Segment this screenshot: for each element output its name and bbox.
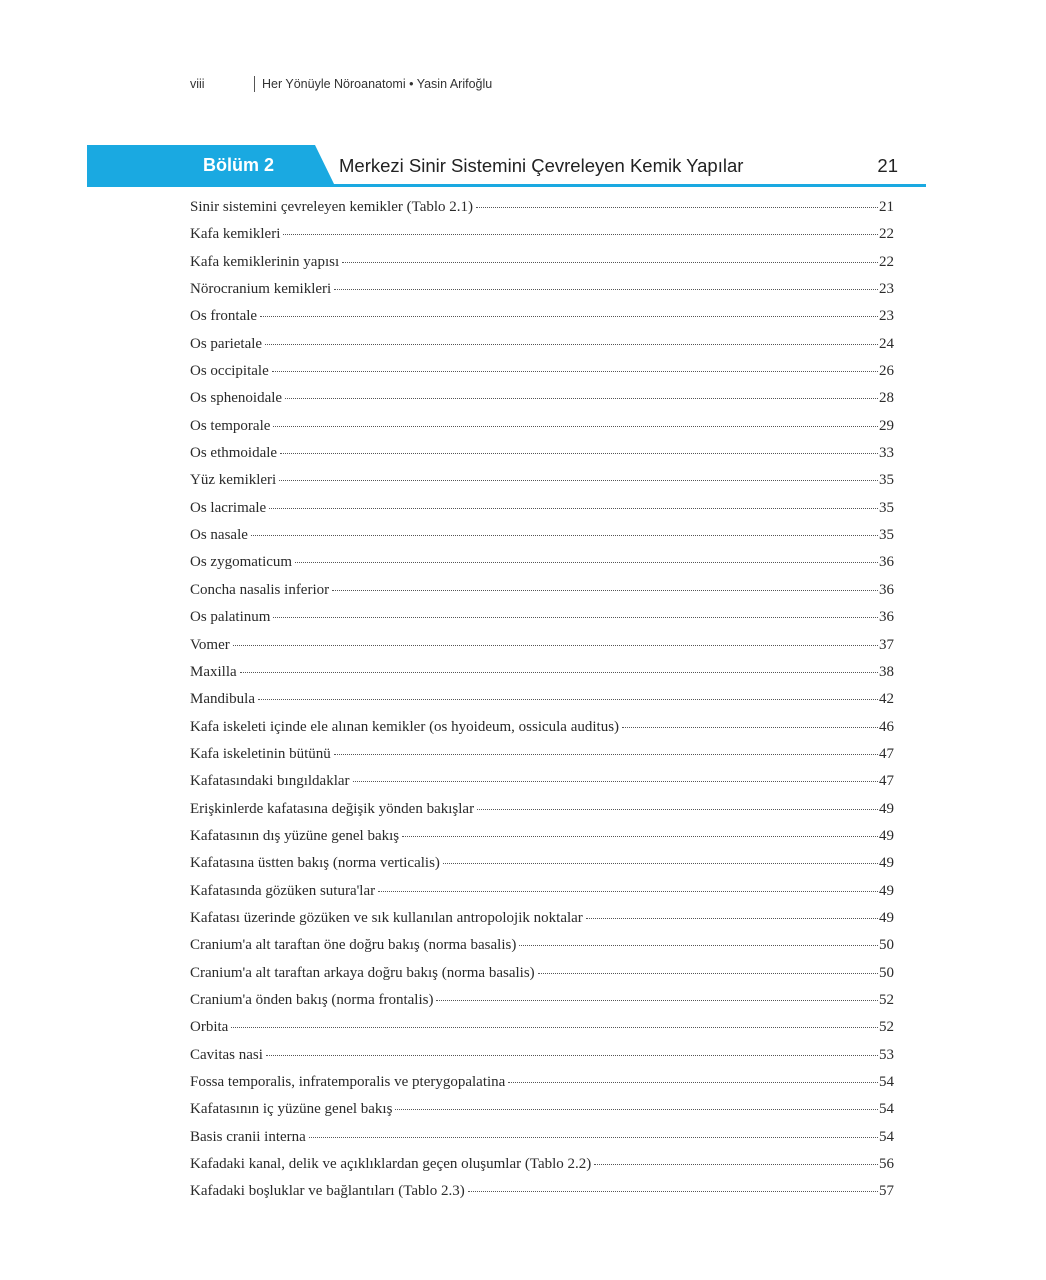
toc-entry-page: 22	[879, 226, 894, 243]
toc-entry-page: 37	[879, 636, 894, 653]
dot-leader	[280, 453, 878, 454]
toc-entry-title: Kafatasının dış yüzüne genel bakış	[190, 827, 400, 844]
toc-entry-title: Orbita	[190, 1019, 229, 1036]
dot-leader	[272, 371, 878, 372]
page-number: viii	[190, 77, 205, 91]
toc-entry[interactable]	[190, 467, 894, 494]
toc-entry-page: 49	[879, 827, 894, 844]
toc-entry[interactable]	[190, 221, 894, 248]
toc-entry[interactable]	[190, 632, 894, 659]
toc-entry-page: 28	[879, 390, 894, 407]
dot-leader	[334, 754, 878, 755]
toc-entry-title: Os lacrimale	[190, 499, 267, 516]
toc-entry[interactable]	[190, 878, 894, 905]
toc-entry-page: 36	[879, 581, 894, 598]
toc-entry-title: Vomer	[190, 636, 230, 653]
toc-entry-title: Cranium'a önden bakış (norma frontalis)	[190, 991, 434, 1008]
toc-entry-page: 38	[879, 663, 894, 680]
toc-entry-title: Mandibula	[190, 691, 255, 708]
dot-leader	[468, 1191, 878, 1192]
dot-leader	[586, 918, 878, 919]
toc-entry-page: 35	[879, 499, 894, 516]
toc-entry[interactable]	[190, 932, 894, 959]
dot-leader	[258, 699, 878, 700]
toc-entry-page: 57	[879, 1183, 894, 1200]
toc-entry[interactable]	[190, 303, 894, 330]
toc-entry[interactable]	[190, 1014, 894, 1041]
chapter-header	[87, 145, 926, 187]
toc-entry-title: Basis cranii interna	[190, 1128, 306, 1145]
toc-entry[interactable]	[190, 1069, 894, 1096]
toc-entry-title: Yüz kemikleri	[190, 472, 277, 489]
dot-leader	[265, 344, 878, 345]
toc-entry-title: Os occipitale	[190, 363, 269, 380]
dot-leader	[266, 1055, 878, 1056]
toc-entry[interactable]	[190, 960, 894, 987]
dot-leader	[240, 672, 878, 673]
dot-leader	[443, 863, 878, 864]
toc-entry[interactable]	[190, 276, 894, 303]
toc-entry[interactable]	[190, 495, 894, 522]
book-info: Her Yönüyle Nöroanatomi • Yasin Arifoğlu	[262, 77, 493, 91]
toc-entry-title: Os frontale	[190, 308, 258, 325]
toc-entry-page: 35	[879, 527, 894, 544]
header-divider	[254, 76, 255, 92]
dot-leader	[285, 398, 878, 399]
toc-entry-page: 54	[879, 1074, 894, 1090]
chapter-label: Bölüm 2	[203, 155, 275, 175]
toc-entry-page: 53	[879, 1046, 894, 1063]
toc-entry-title: Os zygomaticum	[190, 554, 293, 571]
dot-leader	[251, 535, 878, 536]
chapter-underline	[87, 184, 926, 187]
toc-entry-title: Os palatinum	[190, 609, 271, 626]
toc-entry-title: Os sphenoidale	[190, 390, 283, 407]
dot-leader	[309, 1137, 878, 1138]
toc-entry[interactable]	[190, 385, 894, 412]
toc-entry-page: 54	[879, 1101, 894, 1118]
toc-entry[interactable]	[190, 823, 894, 850]
toc-entry-page: 52	[879, 1019, 894, 1036]
toc-entry-title: Maxilla	[190, 663, 237, 680]
toc-entry[interactable]	[190, 604, 894, 631]
toc-entry-page: 49	[879, 882, 894, 899]
toc-entry-page: 47	[879, 773, 894, 790]
dot-leader	[519, 945, 878, 946]
toc-entry-title: Kafa iskeleti içinde ele alınan kemikler (os hyoideum, ossicula auditus)	[190, 718, 620, 735]
toc-entry-title: Kafatasındaki bıngıldaklar	[190, 773, 350, 790]
toc-entry-page: 49	[879, 800, 894, 817]
toc-entry-title: Os parietale	[190, 335, 263, 352]
toc-entry[interactable]	[190, 1096, 894, 1123]
toc-entry-title: Cranium'a alt taraftan arkaya doğru bakış (norma basalis)	[190, 964, 535, 981]
dot-leader	[622, 727, 878, 728]
toc-entry-page: 46	[879, 718, 894, 735]
toc-entry[interactable]	[190, 413, 894, 440]
dot-leader	[353, 781, 878, 782]
chapter-title: Merkezi Sinir Sistemini Çevreleyen Kemik Yapılar	[339, 155, 744, 176]
toc-entry-page: 47	[879, 745, 894, 762]
dot-leader	[233, 645, 878, 646]
toc-entry-title: Kafa iskeletinin bütünü	[190, 745, 331, 762]
toc-entry-page: 50	[879, 937, 894, 954]
toc-entry[interactable]	[190, 768, 894, 795]
dot-leader	[508, 1082, 878, 1083]
toc-entry-page: 36	[879, 554, 894, 571]
toc-entry-page: 36	[879, 609, 894, 626]
dot-leader	[402, 836, 878, 837]
toc-entry[interactable]	[190, 796, 894, 823]
toc-entry[interactable]	[190, 549, 894, 576]
toc-entry-title: Kafatası üzerinde gözüken ve sık kullanılan antropolojik noktalar	[190, 909, 583, 926]
dot-leader	[231, 1027, 878, 1028]
toc-entry-page: 23	[879, 308, 894, 325]
dot-leader	[378, 891, 878, 892]
toc-entry-title: Os nasale	[190, 527, 248, 544]
toc-entry[interactable]	[190, 741, 894, 768]
toc-entry-page: 56	[879, 1156, 894, 1173]
toc-entry-title: Kafatasına üstten bakış (norma verticalis)	[190, 855, 440, 872]
toc-entry-title: Os ethmoidale	[190, 445, 278, 462]
toc-entry[interactable]	[190, 577, 894, 604]
toc-entry[interactable]	[190, 1042, 894, 1069]
toc-entry-title: Kafadaki boşluklar ve bağlantıları (Tablo 2.3)	[190, 1183, 465, 1200]
chapter-page-number: 21	[877, 155, 898, 176]
toc-entry-title: Nörocranium kemikleri	[190, 281, 332, 298]
toc-entry-title: Kafatasının iç yüzüne genel bakış	[190, 1101, 393, 1118]
dot-leader	[476, 207, 878, 208]
dot-leader	[273, 617, 878, 618]
table-of-contents	[190, 194, 894, 1206]
toc-entry-title: Cavitas nasi	[190, 1046, 263, 1063]
toc-entry[interactable]	[190, 1178, 894, 1205]
toc-entry[interactable]	[190, 440, 894, 467]
toc-entry[interactable]	[190, 850, 894, 877]
dot-leader	[279, 480, 878, 481]
toc-entry-page: 35	[879, 472, 894, 489]
dot-leader	[395, 1109, 878, 1110]
toc-entry[interactable]	[190, 358, 894, 385]
toc-entry-page: 29	[879, 417, 894, 434]
toc-entry[interactable]	[190, 686, 894, 713]
toc-entry[interactable]	[190, 714, 894, 741]
toc-entry-page: 49	[879, 909, 894, 926]
dot-leader	[538, 973, 878, 974]
toc-entry-title: Kafadaki kanal, delik ve açıklıklardan geçen oluşumlar (Tablo 2.2)	[190, 1156, 592, 1173]
toc-entry-page: 26	[879, 363, 894, 380]
toc-entry-title: Kafa kemikleri	[190, 226, 281, 243]
toc-entry-page: 52	[879, 991, 894, 1008]
toc-entry-page: 23	[879, 281, 894, 298]
toc-entry-title: Os temporale	[190, 417, 271, 434]
dot-leader	[436, 1000, 878, 1001]
toc-entry-title: Kafa kemiklerinin yapısı	[190, 253, 340, 270]
toc-entry[interactable]	[190, 194, 894, 221]
toc-entry[interactable]	[190, 331, 894, 358]
toc-entry-title: Erişkinlerde kafatasına değişik yönden bakışlar	[190, 800, 475, 817]
dot-leader	[295, 562, 878, 563]
toc-entry[interactable]	[190, 987, 894, 1014]
toc-entry-page: 42	[879, 691, 894, 708]
dot-leader	[260, 316, 878, 317]
toc-entry[interactable]	[190, 522, 894, 549]
dot-leader	[594, 1164, 878, 1165]
dot-leader	[342, 262, 878, 263]
toc-entry-page: 24	[879, 335, 894, 352]
toc-entry-title: Cranium'a alt taraftan öne doğru bakış (norma basalis)	[190, 937, 517, 954]
dot-leader	[283, 234, 878, 235]
toc-entry[interactable]	[190, 249, 894, 276]
toc-entry[interactable]	[190, 905, 894, 932]
dot-leader	[332, 590, 878, 591]
dot-leader	[477, 809, 878, 810]
toc-entry-title: Fossa temporalis, infratemporalis ve pterygopalatina	[190, 1074, 506, 1090]
toc-entry[interactable]	[190, 1124, 894, 1151]
toc-entry-page: 33	[879, 445, 894, 462]
toc-entry-page: 50	[879, 964, 894, 981]
running-head	[190, 76, 492, 92]
toc-entry-title: Sinir sistemini çevreleyen kemikler (Tablo 2.1)	[190, 199, 474, 215]
dot-leader	[273, 426, 878, 427]
toc-entry-page: 54	[879, 1128, 894, 1145]
toc-entry[interactable]	[190, 1151, 894, 1178]
toc-entry[interactable]	[190, 659, 894, 686]
dot-leader	[334, 289, 878, 290]
toc-entry-title: Kafatasında gözüken sutura'lar	[190, 882, 376, 899]
dot-leader	[269, 508, 878, 509]
toc-entry-page: 21	[879, 199, 894, 215]
toc-entry-title: Concha nasalis inferior	[190, 581, 330, 598]
toc-entry-page: 49	[879, 855, 894, 872]
toc-entry-page: 22	[879, 253, 894, 270]
